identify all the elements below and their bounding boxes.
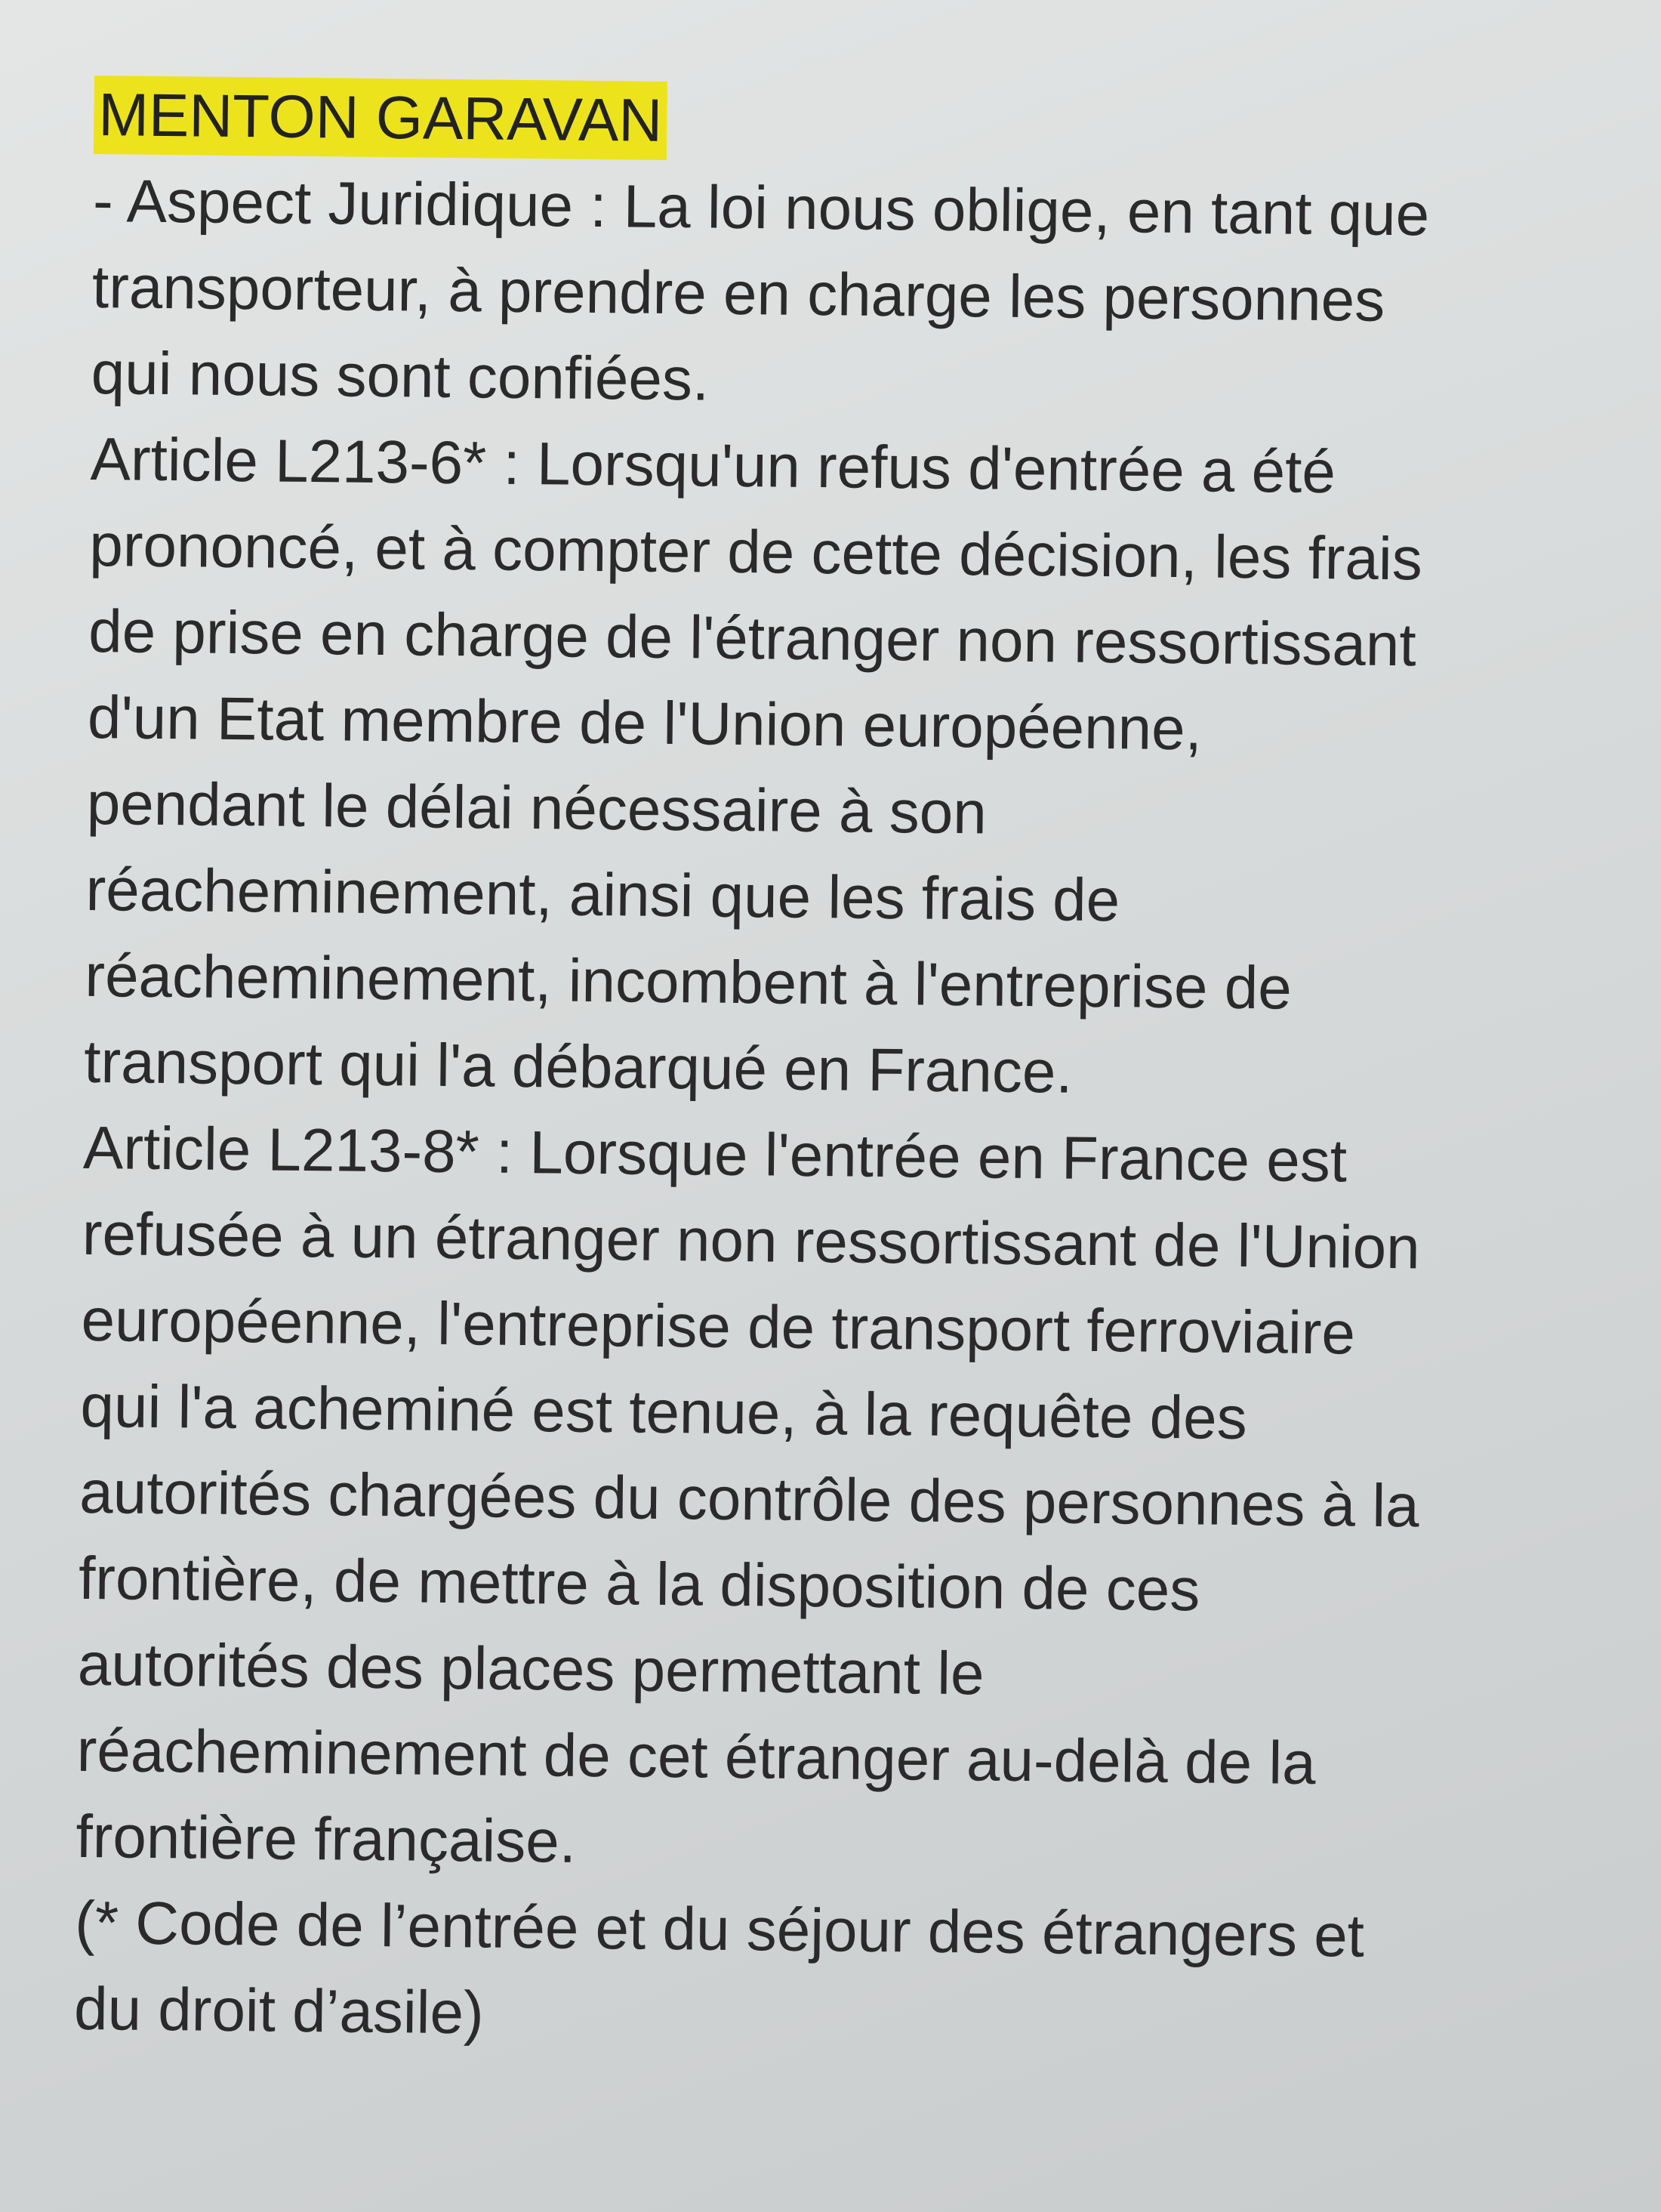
text-line: d'un Etat membre de l'Union européenne,: [87, 683, 1203, 763]
text-line: qui l'a acheminé est tenue, à la requête des: [80, 1371, 1248, 1452]
text-line: - Aspect Juridique : La loi nous oblige, en tant que: [92, 166, 1430, 248]
text-line: de prise en charge de l'étranger non ressortissant: [88, 597, 1417, 679]
text-line: transport qui l'a débarqué en France.: [83, 1027, 1074, 1106]
footnote-line: (* Code de l’entrée et du séjour des étrangers et: [74, 1888, 1365, 1970]
article-heading-line: Article L213-6* : Lorsqu'un refus d'entrée a été: [90, 424, 1336, 506]
text-line: transporteur, à prendre en charge les personnes: [91, 252, 1385, 334]
text-line: prononcé, et à compter de cette décision, les frais: [88, 511, 1423, 593]
text-line: refusée à un étranger non ressortissant de l'Union: [82, 1199, 1421, 1282]
text-line: réacheminement, incombent à l'entreprise de: [85, 941, 1293, 1022]
text-line: autorités des places permettant le: [77, 1630, 985, 1708]
text-line: autorités chargées du contrôle des personnes à la: [79, 1458, 1420, 1540]
text-line: pendant le délai nécessaire à son: [86, 769, 988, 847]
text-line: frontière, de mettre à la disposition de ces: [78, 1544, 1200, 1624]
text-line: qui nous sont confiées.: [91, 338, 710, 413]
article-heading-line: Article L213-8* : Lorsque l'entrée en France est: [82, 1113, 1348, 1195]
text-line: réacheminement de cet étranger au-delà de la: [76, 1716, 1317, 1797]
footnote-line: du droit d’asile): [73, 1974, 485, 2047]
document-title: MENTON GARAVAN: [94, 76, 667, 160]
text-line: européenne, l'entreprise de transport ferroviaire: [81, 1285, 1356, 1367]
document-body: [74, 72, 1597, 2068]
text-line: frontière française.: [76, 1802, 577, 1875]
text-line: réacheminement, ainsi que les frais de: [85, 855, 1120, 934]
